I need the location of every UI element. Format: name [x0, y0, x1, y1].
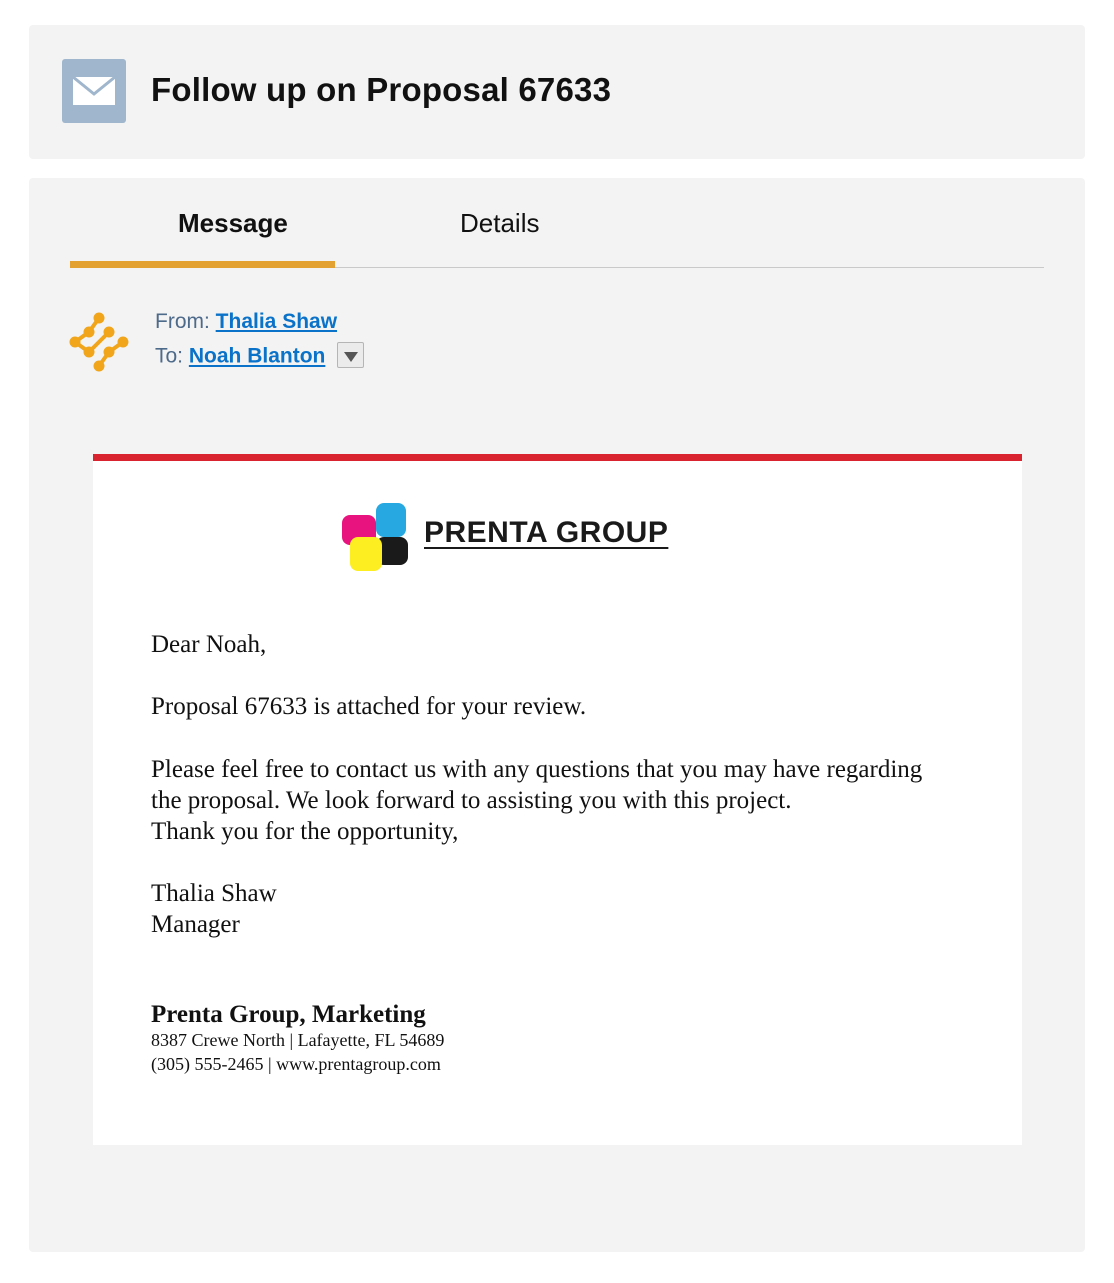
letter-paragraph-1: Proposal 67633 is attached for your review. [151, 693, 587, 720]
email-subject: Follow up on Proposal 67633 [151, 71, 612, 108]
recipients-dropdown-button[interactable] [337, 342, 364, 368]
brand-name: PRENTA GROUP [424, 516, 669, 549]
signoff-name: Thalia Shaw [151, 880, 277, 907]
from-label: From: [155, 310, 210, 333]
letter-paragraph-2-line-1: Please feel free to contact us with any questions that you may have regarding [151, 756, 923, 783]
letter-paragraph-2-line-2: the proposal. We look forward to assisting you with this project. [151, 787, 792, 814]
signature-company: Prenta Group, Marketing [151, 1001, 426, 1028]
letter-content [93, 454, 1022, 1145]
letter-greeting: Dear Noah, [151, 631, 267, 658]
signature-address: 8387 Crewe North | Lafayette, FL 54689 [151, 1030, 445, 1050]
email-header [29, 25, 1085, 159]
prenta-logo-icon [342, 503, 410, 571]
tab-message[interactable]: Message [178, 208, 288, 238]
to-line [155, 344, 364, 370]
sender-avatar-icon [69, 312, 129, 372]
sender-name-link[interactable]: Thalia Shaw [215, 310, 338, 333]
letter-paragraph-2-line-3: Thank you for the opportunity, [151, 818, 459, 845]
email-body-panel [29, 178, 1085, 1252]
tab-details[interactable]: Details [460, 208, 540, 238]
envelope-icon [62, 59, 126, 123]
signoff-title: Manager [151, 911, 240, 938]
to-label: To: [155, 344, 184, 368]
from-line [155, 310, 337, 334]
signature-contact: (305) 555-2465 | www.prentagroup.com [151, 1054, 441, 1074]
recipient-name-link[interactable]: Noah Blanton [188, 344, 326, 368]
active-tab-indicator [70, 261, 335, 268]
tab-bar [70, 178, 1044, 268]
